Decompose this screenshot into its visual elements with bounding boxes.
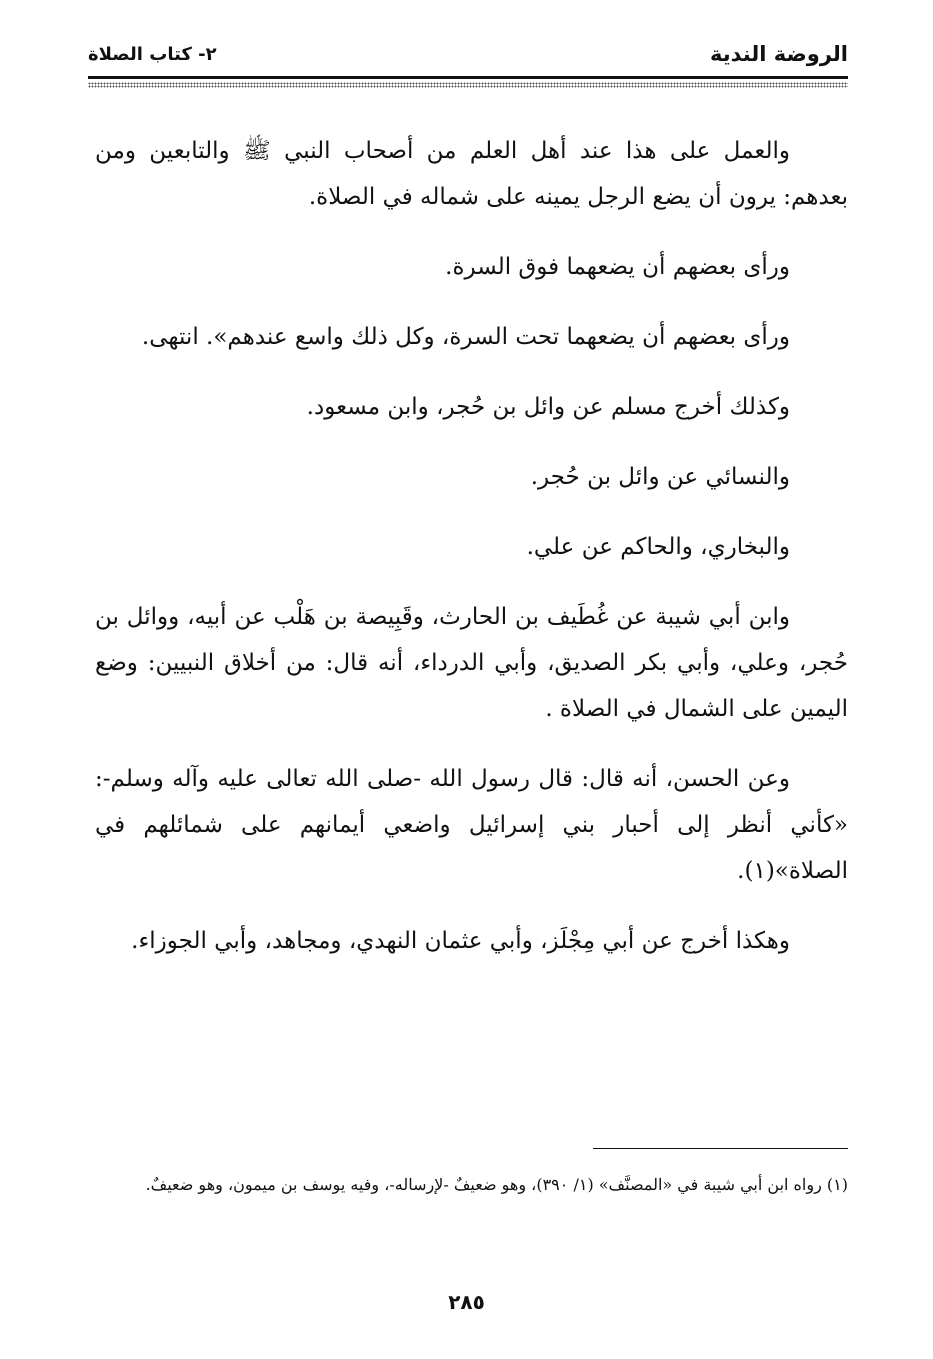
paragraph: وكذلك أخرج مسلم عن وائل بن حُجر، وابن مسعود. bbox=[306, 394, 790, 420]
paragraph: ورأى بعضهم أن يضعهما فوق السرة. bbox=[445, 254, 790, 280]
main-text bbox=[95, 128, 848, 988]
page-number: ٢٨٥ bbox=[448, 1290, 485, 1314]
paragraph: ورأى بعضهم أن يضعهما تحت السرة، وكل ذلك واسع عندهم». انتهى. bbox=[141, 324, 790, 350]
footnote-separator bbox=[593, 1148, 848, 1149]
footnote: (١) رواه ابن أبي شيبة في «المصنَّف» (١/ ٣٩٠)، وهو ضعيفٌ -لإرساله-، وفيه يوسف بن ميمون، وهو ضعيفٌ. bbox=[145, 1175, 848, 1194]
paragraph: والبخاري، والحاكم عن علي. bbox=[526, 534, 790, 560]
paragraph: وابن أبي شيبة عن غُطَيف بن الحارث، وقَبِيصة بن هَلْب عن أبيه، ووائل بن حُجر، وعلي، وأبي بكر الصديق، وأبي الدرداء، أنه قال: من أخلاق النبيين: وضع اليمين على الشمال في الصلاة . bbox=[95, 604, 848, 722]
paragraph: وعن الحسن، أنه قال: قال رسول الله -صلى الله تعالى عليه وآله وسلم-: «كأني أنظر إلى أحبار بني إسرائيل واضعي أيمانهم على شمائلهم في الصلاة»(١). bbox=[95, 766, 848, 884]
paragraph: والنسائي عن وائل بن حُجر. bbox=[530, 464, 790, 490]
paragraph: وهكذا أخرج عن أبي مِجْلَز، وأبي عثمان النهدي، ومجاهد، وأبي الجوزاء. bbox=[131, 928, 790, 954]
running-header bbox=[88, 38, 848, 76]
header-rule bbox=[88, 76, 848, 79]
chapter-title: ٢- كتاب الصلاة bbox=[88, 44, 217, 65]
footnotes bbox=[95, 1168, 848, 1202]
book-title: الروضة الندية bbox=[710, 42, 848, 66]
header-dotted-rule bbox=[88, 82, 848, 88]
paragraph: والعمل على هذا عند أهل العلم من أصحاب النبي ﷺ والتابعين ومن بعدهم: يرون أن يضع الرجل يمينه على شماله في الصلاة. bbox=[95, 138, 848, 210]
